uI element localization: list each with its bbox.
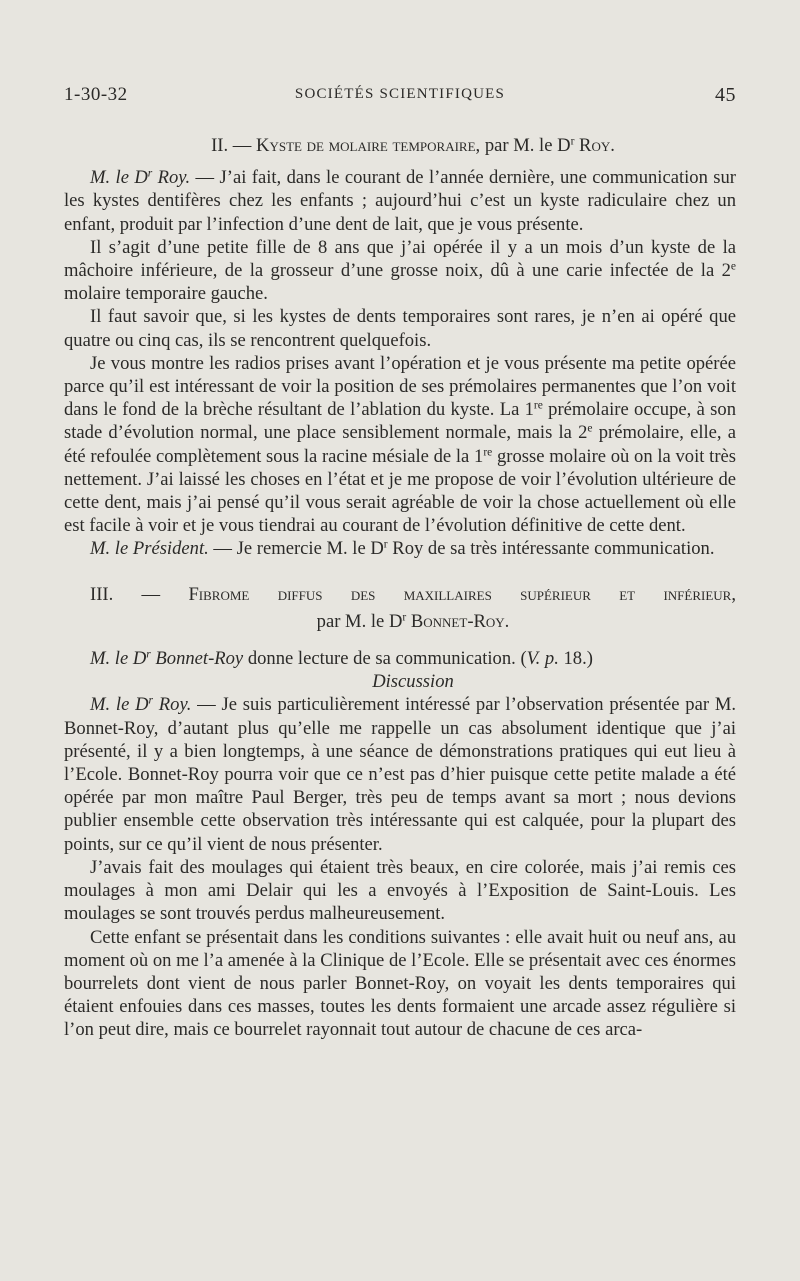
section-heading-iii: III. — Fibrome diffus des maxillaires supérieur et inférieur, <box>90 583 736 605</box>
paragraph: M. le $D^r$ Roy. — J’ai fait, dans le courant de l’année dernière, une communication sur les kystes dentifères chez les enfants ; aujourd’hui c’est un kyste radiculaire chez un enfant, produit par l’infection d’une dent de lait, que je vous présente. <box>64 167 736 235</box>
paragraph: Il s’agit d’une petite fille de 8 ans que j’ai opérée il y a un mois d’un kyste de la mâchoire inférieure, de la grosseur d’une grosse noix, dû à une carie infectée de la 2e molaire temporaire gauche. <box>64 236 736 305</box>
header-date: 1-30-32 <box>64 84 128 105</box>
paragraph: M. le Président. — Je remercie M. le $D^r$ Roy de sa très intéressante communication. <box>90 538 715 560</box>
paragraph: Cette enfant se présentait dans les conditions suivantes : elle avait huit ou neuf ans, au moment où on me l’a amenée à la Clinique de l’Ecole. Elle se présentait avec ces énormes bourrelets dont vient de nous parler Bonnet-Roy, on voyait les dents temporaires qui étaient enfouies dans ces masses, toutes les dents formaient une arcade assez régulière si l’on peut dire, mais ce bourrelet rayonnait tout autour de chacune de ces arca- <box>64 926 736 1041</box>
paragraph: Je vous montre les radios prises avant l’opération et je vous présente ma petite opérée parce qu’il est intéressant de voir la position de ses prémolaires permanentes que l’on voit dans le fond de la brèche résultant de l’ablation du kyste. La 1re prémolaire occupe, à son stade d’évolution normal, une place sensiblement normale, mais la 2e prémolaire, elle, a été refoulée complètement sous la racine mésiale de la 1re grosse molaire où on la voit très nettement. J’ai laissé les choses en l’état et je me propose de voir l’évolution ultérieure de cette dent, mais j’ai pensé qu’il vous serait agréable de voir la chose actuellement où elle est facile à voir et je vous tiendrai au courant de l’évolution définitive de cette dent. <box>64 352 736 537</box>
section-heading-iii-author: par M. le $D^r$ Bonnet-Roy. <box>316 610 510 632</box>
section-heading-ii: II. — Kyste de molaire temporaire, par M. le $D^r$ Roy. <box>211 135 615 156</box>
paragraph: J’avais fait des moulages qui étaient très beaux, en cire colorée, mais j’ai remis ces moulages à mon ami Delair qui les a envoyés à l’Exposition de Saint-Louis. Les moulages se sont trouvés perdus malheureusement. <box>64 856 736 925</box>
body-text <box>64 134 736 1042</box>
paragraph: Il faut savoir que, si les kystes de dents temporaires sont rares, je n’en ai opéré que quatre ou cinq cas, ils se rencontrent quelquefois. <box>64 306 736 351</box>
discussion-heading: Discussion <box>372 671 454 693</box>
paragraph: M. le $D^r$ Bonnet-Roy donne lecture de sa communication. (V. p. 18.) <box>90 648 593 670</box>
paragraph: M. le $D^r$ Roy. — Je suis particulièrement intéressé par l’observation présentée par M. Bonnet-Roy, d’autant plus qu’elle me rappelle un cas absolument identique que j’ai présenté, il y a bien longtemps, à une séance de démonstrations pratiques qui eut lieu à l’Ecole. Bonnet-Roy pourra voir que ce n’est pas d’hier puisque cette petite malade a été opérée par mon maître Paul Berger, très peu de temps avant sa mort ; nous devions publier ensemble cette observation très intéressante qui est calquée, pour la plupart des points, sur ce qu’il vient de nous présenter. <box>64 694 736 855</box>
page-number: 45 <box>715 84 736 106</box>
running-head <box>64 82 736 108</box>
header-title: SOCIÉTÉS SCIENTIFIQUES <box>294 86 506 102</box>
